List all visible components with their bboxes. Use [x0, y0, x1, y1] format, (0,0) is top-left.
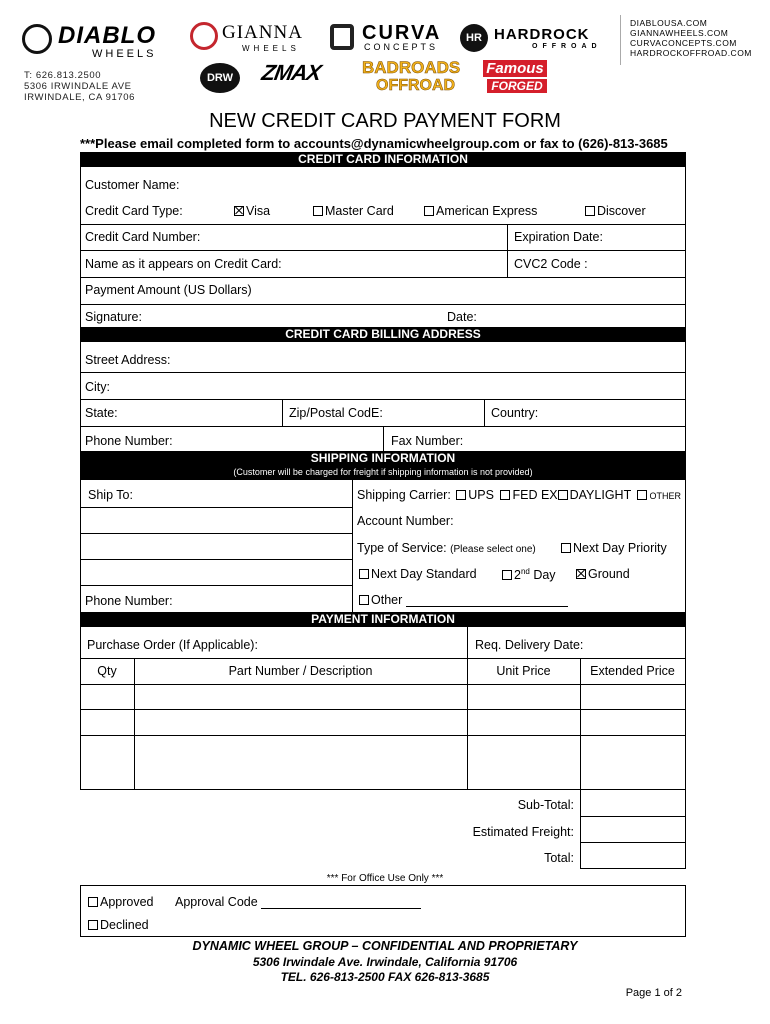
street-address-label: Street Address:: [85, 353, 171, 367]
declined-label: Declined: [100, 918, 149, 932]
mastercard-label: Master Card: [325, 204, 394, 218]
ups-checkbox[interactable]: [456, 490, 466, 500]
company-address: [24, 70, 135, 103]
date-label: Date:: [447, 310, 477, 324]
subtotal-label: Sub-Total:: [517, 798, 574, 812]
approval-code-row: [175, 895, 421, 909]
column-header-extended-price: Extended Price: [590, 664, 675, 678]
footer-address: 5306 Irwindale Ave. Irwindale, California 91706: [252, 955, 518, 969]
totals-row-line: [580, 842, 686, 843]
footer-confidential: DYNAMIC WHEEL GROUP – CONFIDENTIAL AND PROPRIETARY: [192, 939, 578, 953]
billing-column-line: [282, 399, 283, 426]
diablo-logo-subtext: WHEELS: [92, 48, 157, 60]
diablo-logo-text: DIABLO: [58, 22, 156, 49]
website-diablo: DIABLOUSA.COM: [630, 18, 708, 28]
header-divider: [620, 15, 621, 65]
shipping-left-border: [80, 480, 81, 612]
billing-row-line: [80, 372, 686, 373]
curva-emblem-icon: [330, 24, 354, 50]
payment-column-line: [467, 627, 468, 658]
section-header-shipping: [80, 451, 686, 480]
mastercard-checkbox[interactable]: [313, 206, 323, 216]
badroads-logo-subtext: OFFROAD: [376, 77, 456, 94]
office-use-heading: *** For Office Use Only ***: [326, 873, 444, 884]
amex-label: American Express: [436, 204, 538, 218]
approval-code-line[interactable]: [261, 896, 421, 909]
hardrock-logo-text: HARDROCK: [494, 26, 590, 43]
shipping-carrier-label: Shipping Carrier:: [357, 488, 451, 502]
second-day-number: 2: [514, 568, 521, 583]
shipping-phone-label: Phone Number:: [85, 594, 173, 608]
expiration-label: Expiration Date:: [514, 230, 603, 244]
zip-label: Zip/Postal CodE:: [289, 406, 383, 420]
gianna-logo-subtext: WHEELS: [242, 44, 300, 53]
second-day-option[interactable]: [502, 567, 556, 582]
fax-label: Fax Number:: [391, 434, 464, 448]
approved-checkbox[interactable]: [88, 897, 98, 907]
req-delivery-date-label: Req. Delivery Date:: [475, 638, 584, 652]
payment-left-border: [80, 627, 81, 789]
mastercard-option[interactable]: [313, 204, 394, 218]
cc-row-line: [80, 277, 686, 278]
billing-row-line: [80, 399, 686, 400]
next-day-standard-checkbox[interactable]: [359, 569, 369, 579]
service-type-label: Type of Service:: [357, 541, 447, 555]
section-header-credit-card: CREDIT CARD INFORMATION: [80, 152, 686, 167]
totals-row-line: [580, 816, 686, 817]
page-title: NEW CREDIT CARD PAYMENT FORM: [209, 110, 561, 132]
other-carrier-label: OTHER: [649, 491, 681, 501]
website-curva: CURVACONCEPTS.COM: [630, 38, 737, 48]
hardrock-badge-icon: HR: [460, 24, 488, 52]
billing-right-border: [685, 342, 686, 452]
forged-logo-text: FORGED: [487, 79, 547, 93]
daylight-label: DAYLIGHT: [569, 488, 631, 502]
declined-option[interactable]: [88, 918, 149, 932]
ship-to-row-line: [80, 585, 352, 586]
ground-checkbox[interactable]: [576, 569, 586, 579]
freight-label: Estimated Freight:: [472, 825, 574, 839]
billing-left-border: [80, 342, 81, 452]
totals-box-right: [685, 789, 686, 869]
discover-option[interactable]: [585, 204, 646, 218]
payment-row-line: [80, 684, 686, 685]
curva-logo-text: CURVA: [362, 22, 442, 44]
city-label: City:: [85, 380, 110, 394]
visa-checkbox[interactable]: [234, 206, 244, 216]
hardrock-logo: [460, 24, 610, 56]
ship-to-label: Ship To:: [88, 488, 133, 502]
website-gianna: GIANNAWHEELS.COM: [630, 28, 729, 38]
badroads-logo-text: BADROADS: [362, 58, 461, 77]
cc-row-line: [80, 224, 686, 225]
curva-logo: [330, 22, 450, 56]
footer-phone-fax: TEL. 626-813-2500 FAX 626-813-3685: [280, 970, 490, 984]
second-day-suffix: nd: [520, 567, 530, 576]
page-number: Page 1 of 2: [625, 987, 682, 999]
ups-label: UPS: [468, 488, 494, 502]
second-day-checkbox[interactable]: [502, 570, 512, 580]
famous-forged-logo: [483, 60, 553, 102]
next-day-priority-checkbox[interactable]: [561, 543, 571, 553]
ground-label: Ground: [588, 567, 630, 581]
other-service-checkbox[interactable]: [359, 595, 369, 605]
next-day-priority-label: Next Day Priority: [573, 541, 667, 555]
ship-to-row-line: [80, 559, 352, 560]
account-number-label: Account Number:: [357, 514, 454, 528]
amex-option[interactable]: [424, 204, 537, 218]
name-on-card-label: Name as it appears on Credit Card:: [85, 257, 282, 271]
signature-label: Signature:: [85, 310, 142, 324]
section-header-billing: CREDIT CARD BILLING ADDRESS: [80, 327, 686, 342]
column-header-qty: Qty: [97, 664, 117, 678]
visa-option[interactable]: [234, 204, 270, 218]
billing-column-line: [383, 426, 384, 452]
email-instruction: ***Please email completed form to accounts@dynamicwheelgroup.com or fax to (626)-813-3685: [80, 136, 668, 151]
cc-row-line: [80, 304, 686, 305]
ship-to-row-line: [80, 533, 352, 534]
column-header-unit-price: Unit Price: [496, 664, 551, 678]
approval-code-label: Approval Code: [175, 895, 258, 909]
payment-right-border: [685, 627, 686, 789]
ship-to-row-line: [80, 507, 352, 508]
drw-logo: DRW: [200, 63, 240, 93]
totals-row-line: [580, 868, 686, 869]
card-type-label: Credit Card Type:: [85, 204, 183, 218]
select-one-hint: (Please select one): [450, 544, 536, 555]
payment-amount-label: Payment Amount (US Dollars): [85, 283, 252, 297]
payment-row-line: [80, 789, 686, 790]
curva-logo-subtext: CONCEPTS: [364, 42, 439, 52]
country-label: Country:: [491, 406, 539, 420]
other-service-option[interactable]: [359, 593, 568, 607]
customer-name-label: Customer Name:: [85, 178, 180, 192]
second-day-label: Day: [529, 568, 556, 583]
daylight-checkbox[interactable]: [558, 490, 568, 500]
other-service-label: Other: [371, 593, 403, 607]
famous-logo-text: Famous: [483, 60, 547, 77]
gianna-emblem-icon: [190, 22, 218, 50]
fedex-checkbox[interactable]: [500, 490, 510, 500]
payment-row-line: [80, 658, 686, 659]
approved-label: Approved: [100, 895, 154, 909]
state-label: State:: [85, 406, 118, 420]
diablo-emblem-icon: [22, 24, 52, 54]
website-list: [630, 18, 752, 58]
cc-left-border: [80, 167, 81, 327]
gianna-logo: [190, 22, 320, 58]
diablo-logo: [22, 22, 182, 62]
payment-row-line: [80, 735, 686, 736]
visa-label: Visa: [246, 204, 271, 218]
cc-row-line: [80, 250, 686, 251]
next-day-priority-option[interactable]: [561, 541, 667, 555]
discover-checkbox[interactable]: [585, 206, 595, 216]
card-number-label: Credit Card Number:: [85, 230, 201, 244]
next-day-standard-label: Next Day Standard: [371, 567, 477, 581]
billing-phone-label: Phone Number:: [85, 434, 173, 448]
section-header-payment: PAYMENT INFORMATION: [80, 612, 686, 627]
address-city: IRWINDALE, CA 91706: [24, 92, 136, 103]
office-use-box: [80, 885, 686, 937]
website-hardrock: HARDROCKOFFROAD.COM: [630, 48, 752, 58]
purchase-order-label: Purchase Order (If Applicable):: [87, 638, 258, 652]
service-type-row: [357, 541, 536, 555]
totals-box-left: [580, 789, 581, 869]
shipping-header-title: SHIPPING INFORMATION: [310, 451, 456, 465]
ground-option[interactable]: [576, 567, 630, 581]
address-phone: T: 626.813.2500: [24, 70, 102, 81]
approved-option[interactable]: [88, 895, 154, 909]
payment-row-line: [80, 709, 686, 710]
shipping-carrier-row: [357, 488, 681, 502]
gianna-logo-text: GIANNA: [222, 22, 303, 43]
zmax-logo: ZMAX: [259, 60, 323, 85]
discover-label: Discover: [597, 204, 646, 218]
shipping-right-border: [685, 480, 686, 612]
total-label: Total:: [544, 851, 574, 865]
amex-checkbox[interactable]: [424, 206, 434, 216]
shipping-header-note: (Customer will be charged for freight if shipping information is not provided): [233, 467, 533, 477]
cc-right-border: [685, 167, 686, 327]
other-service-line[interactable]: [406, 594, 568, 607]
fedex-label: FED EX: [512, 488, 558, 502]
billing-column-line: [484, 399, 485, 426]
declined-checkbox[interactable]: [88, 920, 98, 930]
column-header-part: Part Number / Description: [228, 664, 373, 678]
next-day-standard-option[interactable]: [359, 567, 477, 581]
hardrock-logo-subtext: OFFROAD: [532, 43, 602, 50]
badroads-logo: [362, 58, 461, 100]
shipping-column-line: [352, 480, 353, 612]
address-street: 5306 IRWINDALE AVE: [24, 81, 132, 92]
cc-column-line: [507, 224, 508, 277]
cvc-label: CVC2 Code :: [514, 257, 588, 271]
other-carrier-checkbox[interactable]: [637, 490, 647, 500]
